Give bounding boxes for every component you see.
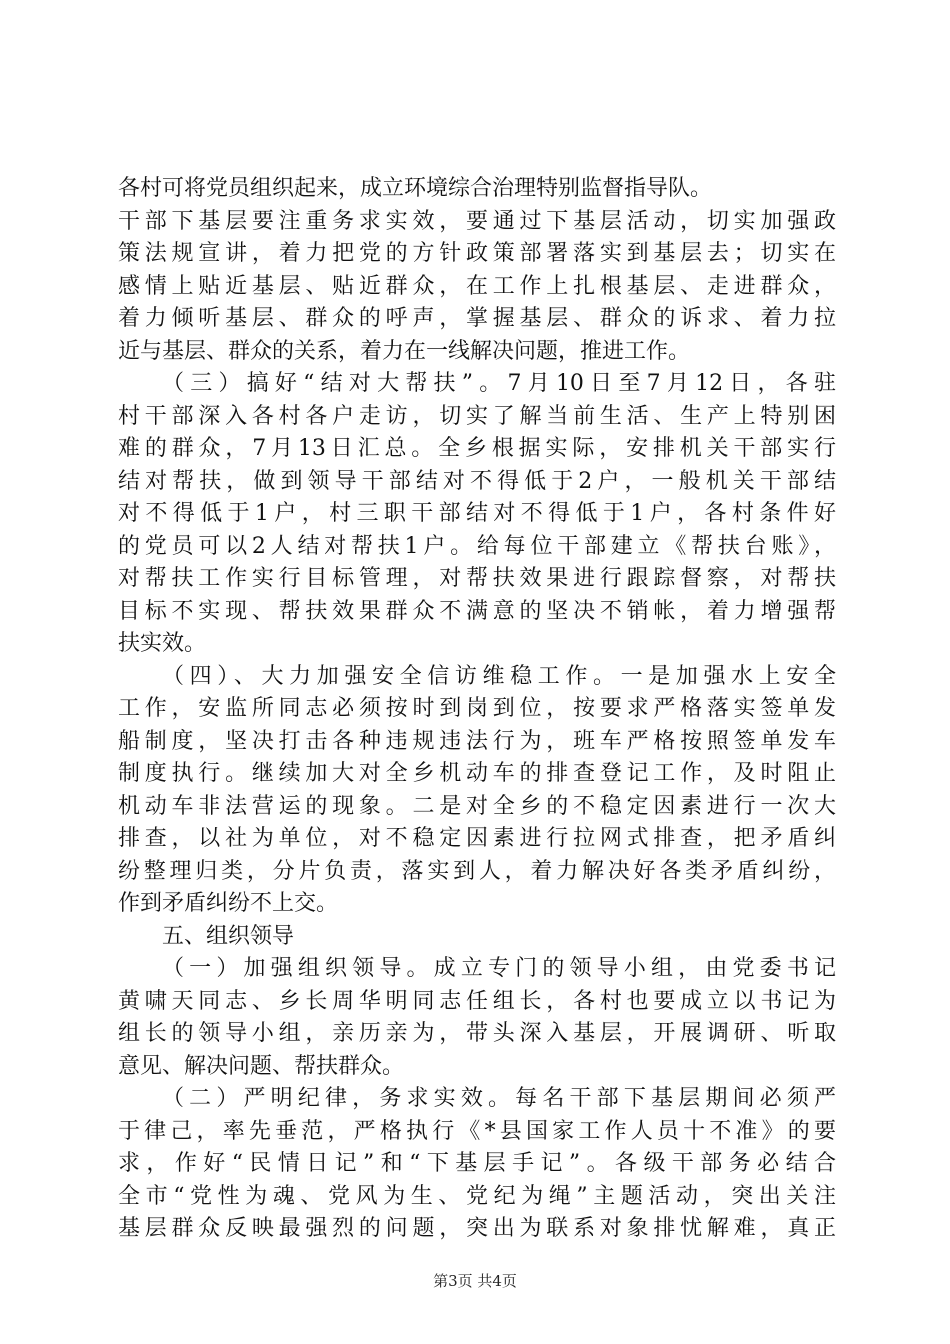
text-line: 对帮扶工作实行目标管理，对帮扶效果进行跟踪督察，对帮扶 (118, 566, 836, 591)
text-line: 感情上贴近基层、贴近群众，在工作上扎根基层、走进群众， (118, 273, 836, 299)
text-line: 组长的领导小组，亲历亲为，带头深入基层，开展调研、听取 (118, 1021, 836, 1046)
text-line: 村干部深入各村各户走访，切实了解当前生活、生产上特别困 (118, 403, 836, 429)
page-footer: 第3页 共4页 (433, 1272, 517, 1290)
text-line: 意见、解决问题、帮扶群众。 (118, 1053, 405, 1079)
text-line: 扶实效。 (118, 631, 207, 656)
document-body (118, 173, 836, 1246)
text-line: 制度执行。继续加大对全乡机动车的排查登记工作，及时阻止 (118, 761, 836, 786)
text-line: 黄啸天同志、乡长周华明同志任组长，各村也要成立以书记为 (118, 988, 836, 1014)
text-line: 作到矛盾纠纷不上交。 (118, 891, 339, 916)
text-line: （一）加强组织领导。成立专门的领导小组，由党委书记 (162, 956, 836, 981)
text-line: 五、组织领导 (162, 923, 295, 949)
text-line: 干部下基层要注重务求实效，要通过下基层活动，切实加强政 (118, 208, 836, 234)
text-line: 全市“党性为魂、党风为生、党纪为绳”主题活动，突出关注 (118, 1183, 836, 1209)
text-line: 求，作好“民情日记”和“下基层手记”。各级干部务必结合 (118, 1151, 836, 1176)
text-line: 难的群众，7月13日汇总。全乡根据实际，安排机关干部实行 (118, 436, 836, 461)
text-line: 纷整理归类，分片负责，落实到人，着力解决好各类矛盾纠纷， (118, 858, 836, 884)
text-line: （三）搞好“结对大帮扶”。7月10日至7月12日，各驻 (162, 371, 836, 396)
text-line: （四）、大力加强安全信访维稳工作。一是加强水上安全 (162, 663, 836, 689)
text-line: （二）严明纪律，务求实效。每名干部下基层期间必须严 (162, 1086, 836, 1111)
text-line: 机动车非法营运的现象。二是对全乡的不稳定因素进行一次大 (118, 793, 836, 819)
text-line: 着力倾听基层、群众的呼声，掌握基层、群众的诉求、着力拉 (118, 306, 836, 331)
text-line: 于律己，率先垂范，严格执行《*县国家工作人员十不准》的要 (118, 1118, 836, 1144)
text-line: 目标不实现、帮扶效果群众不满意的坚决不销帐，着力增强帮 (118, 598, 836, 624)
text-line: 策法规宣讲，着力把党的方针政策部署落实到基层去；切实在 (118, 241, 836, 266)
text-line: 结对帮扶，做到领导干部结对不得低于2户，一般机关干部结 (118, 468, 836, 494)
text-line: 工作，安监所同志必须按时到岗到位，按要求严格落实签单发 (118, 696, 836, 721)
text-line: 的党员可以2人结对帮扶1户。给每位干部建立《帮扶台账》， (118, 533, 836, 559)
text-line: 近与基层、群众的关系，着力在一线解决问题，推进工作。 (118, 338, 691, 364)
text-line: 各村可将党员组织起来，成立环境综合治理特别监督指导队。 (118, 176, 713, 201)
text-line: 对不得低于1户，村三职干部结对不得低于1户，各村条件好 (118, 501, 836, 526)
text-line: 基层群众反映最强烈的问题，突出为联系对象排忧解难，真正 (118, 1216, 836, 1241)
text-line: 船制度，坚决打击各种违规违法行为，班车严格按照签单发车 (118, 728, 836, 754)
text-line: 排查，以社为单位，对不稳定因素进行拉网式排查，把矛盾纠 (118, 826, 836, 851)
